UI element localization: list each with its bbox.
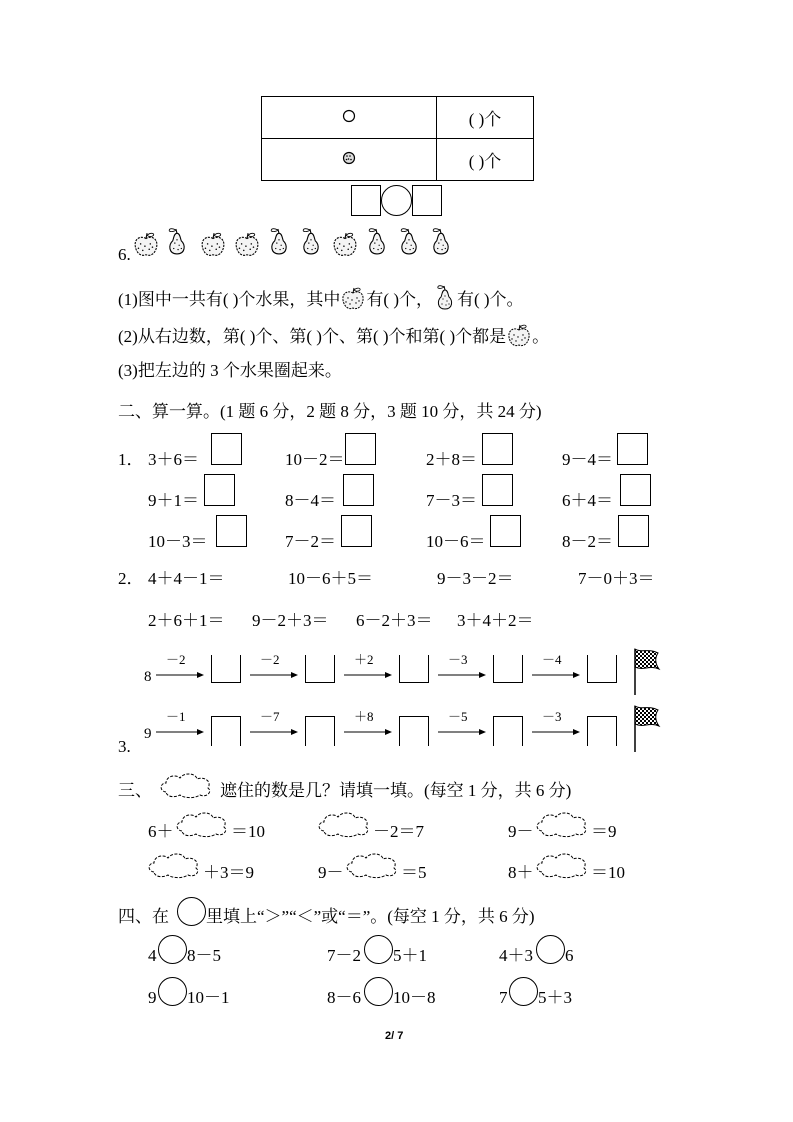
arrow-icon — [438, 670, 488, 680]
pear-icon — [364, 226, 390, 258]
expression: 3＋4＋2＝ — [457, 611, 534, 630]
equation-text: 9－ — [508, 822, 534, 841]
comparison-left: 4 — [148, 946, 157, 965]
compare-circle[interactable] — [364, 935, 393, 964]
apple-icon — [132, 232, 160, 258]
answer-box[interactable] — [343, 474, 374, 506]
pear-icon — [396, 226, 422, 258]
section-4-title: 里填上“＞”“＜”或“＝”。(每空 1 分，共 6 分) — [206, 907, 535, 926]
arrow-icon — [532, 727, 582, 737]
count-cell[interactable]: ( )个 — [437, 139, 534, 181]
operation-label: ＋2 — [354, 652, 374, 667]
comparison-left: 9 — [148, 988, 157, 1007]
expression: 9－3－2＝ — [437, 569, 514, 588]
comparison-left: 7－2 — [327, 946, 361, 965]
apple-icon — [233, 232, 261, 258]
answer-box[interactable] — [412, 185, 442, 216]
q6-line-1 — [118, 285, 524, 311]
answer-box[interactable] — [482, 474, 513, 506]
expression: 6－2＋3＝ — [356, 611, 433, 630]
q6-line1-text: 有( )个， — [366, 290, 433, 309]
answer-box[interactable] — [482, 433, 513, 465]
dotted-circle-icon — [342, 151, 356, 165]
equation-text: 8＋ — [508, 863, 534, 882]
finish-flag-icon — [632, 704, 662, 754]
arrow-icon — [344, 670, 394, 680]
expression: 7－0＋3＝ — [578, 569, 655, 588]
compare-circle[interactable] — [158, 935, 187, 964]
question-number: 6. — [118, 245, 131, 264]
equation-text: ＝9 — [591, 822, 617, 841]
answer-box[interactable] — [204, 474, 235, 506]
finish-flag-icon — [632, 647, 662, 697]
compare-circle[interactable] — [536, 935, 565, 964]
compare-circle[interactable] — [364, 977, 393, 1006]
apple-icon — [506, 324, 532, 348]
answer-box[interactable] — [211, 655, 241, 683]
answer-box[interactable] — [618, 515, 649, 547]
answer-box[interactable] — [493, 655, 523, 683]
section-4-prefix: 四、在 — [118, 907, 169, 926]
answer-box[interactable] — [305, 716, 335, 746]
operation-label: －2 — [260, 652, 280, 667]
equation-text: ＝10 — [591, 863, 625, 882]
q6-line-3: (3)把左边的 3 个水果圈起来。 — [118, 361, 342, 380]
expression: 9－2＋3＝ — [252, 611, 329, 630]
expression: 10－2＝ — [285, 450, 345, 469]
apple-icon — [331, 232, 359, 258]
pear-icon — [433, 285, 457, 311]
operation-label: －4 — [542, 652, 562, 667]
page-number: 2/ 7 — [385, 1030, 404, 1042]
pear-icon — [164, 226, 190, 258]
shape-cell — [262, 139, 437, 181]
equation-text: ＝5 — [401, 863, 427, 882]
answer-box[interactable] — [345, 433, 376, 465]
comparison-right: 6 — [565, 946, 574, 965]
compare-circle[interactable] — [381, 185, 412, 216]
hollow-circle-icon — [342, 109, 356, 123]
table-row — [262, 97, 534, 139]
operation-label: ＋8 — [354, 709, 374, 724]
answer-box[interactable] — [490, 515, 521, 547]
arrow-icon — [532, 670, 582, 680]
expression: 7－3＝ — [426, 491, 477, 510]
answer-box[interactable] — [399, 716, 429, 746]
expression: 10－6＋5＝ — [288, 569, 373, 588]
q6-line1-text: (1)图中一共有( )个水果，其中 — [118, 290, 341, 309]
expression: 10－6＝ — [426, 532, 486, 551]
comparison-left: 4＋3 — [499, 946, 533, 965]
arrow-icon — [438, 727, 488, 737]
answer-box[interactable] — [351, 185, 381, 216]
answer-box[interactable] — [587, 716, 617, 746]
operation-label: －1 — [166, 709, 186, 724]
arrow-icon — [156, 727, 206, 737]
compare-circle[interactable] — [158, 977, 187, 1006]
pear-icon — [428, 226, 454, 258]
arrow-icon — [344, 727, 394, 737]
part-1-label: 1． — [118, 450, 144, 469]
equation-text: 9－ — [318, 863, 344, 882]
expression: 3＋6＝ — [148, 450, 199, 469]
operation-label: －3 — [448, 652, 468, 667]
arrow-icon — [250, 727, 300, 737]
expression: 6＋4＝ — [562, 491, 613, 510]
comparison-left: 8－6 — [327, 988, 361, 1007]
cloud-icon — [316, 809, 372, 839]
expression: 8－2＝ — [562, 532, 613, 551]
answer-box[interactable] — [493, 716, 523, 746]
arrow-icon — [156, 670, 206, 680]
answer-box[interactable] — [341, 515, 372, 547]
expression: 4＋4－1＝ — [148, 569, 225, 588]
expression: 8－4＝ — [285, 491, 336, 510]
comparison-right: 8－5 — [187, 946, 221, 965]
section-2-title: 二、算一算。(1 题 6 分，2 题 8 分，3 题 10 分，共 24 分) — [118, 402, 542, 421]
part-2-label: 2． — [118, 569, 144, 588]
count-cell[interactable]: ( )个 — [437, 97, 534, 139]
q6-line1-text: 有( )个。 — [456, 290, 524, 309]
answer-box[interactable] — [587, 655, 617, 683]
cloud-icon — [174, 809, 230, 839]
answer-box[interactable] — [211, 433, 242, 465]
equation-text: ＝10 — [231, 822, 265, 841]
expression: 7－2＝ — [285, 532, 336, 551]
expression: 2＋8＝ — [426, 450, 477, 469]
pear-icon — [298, 226, 324, 258]
compare-circle[interactable] — [509, 977, 538, 1006]
expression: 9＋1＝ — [148, 491, 199, 510]
comparison-right: 5＋1 — [393, 946, 427, 965]
section-3-prefix: 三、 — [118, 781, 152, 800]
comparison-right: 10－1 — [187, 988, 230, 1007]
answer-box[interactable] — [216, 515, 247, 547]
circle-icon — [177, 897, 206, 926]
operation-label: －2 — [166, 652, 186, 667]
expression: 9－4＝ — [562, 450, 613, 469]
q6-line2-text: (2)从右边数，第( )个、第( )个、第( )个和第( )个都是 — [118, 327, 507, 346]
equation-text: ＋3＝9 — [203, 863, 254, 882]
answer-box[interactable] — [399, 655, 429, 683]
answer-box[interactable] — [617, 433, 648, 465]
cloud-icon — [534, 809, 590, 839]
comparison-right: 10－8 — [393, 988, 436, 1007]
counting-table — [261, 96, 534, 181]
equation-text: 6＋ — [148, 822, 174, 841]
equation-text: －2＝7 — [373, 822, 424, 841]
apple-icon — [340, 287, 366, 311]
answer-box[interactable] — [620, 474, 651, 506]
chain-start: 8 — [144, 669, 152, 685]
cloud-icon — [158, 770, 214, 800]
table-row — [262, 139, 534, 181]
arrow-icon — [250, 670, 300, 680]
section-3-title: 遮住的数是几？请填一填。(每空 1 分，共 6 分) — [220, 781, 572, 800]
comparison-left: 7 — [499, 988, 508, 1007]
q6-line2-text: 。 — [532, 327, 550, 346]
cloud-icon — [534, 850, 590, 880]
expression: 2＋6＋1＝ — [148, 611, 225, 630]
cloud-icon — [146, 850, 202, 880]
operation-label: －7 — [260, 709, 280, 724]
apple-icon — [199, 232, 227, 258]
operation-label: －5 — [448, 709, 468, 724]
chain-start: 9 — [144, 726, 152, 742]
answer-box[interactable] — [211, 716, 241, 746]
shape-cell — [262, 97, 437, 139]
comparison-right: 5＋3 — [538, 988, 572, 1007]
part-3-label: 3. — [118, 737, 131, 756]
q6-line-2 — [118, 324, 549, 348]
operation-label: －3 — [542, 709, 562, 724]
answer-box[interactable] — [305, 655, 335, 683]
cloud-icon — [344, 850, 400, 880]
pear-icon — [266, 226, 292, 258]
expression: 10－3＝ — [148, 532, 208, 551]
